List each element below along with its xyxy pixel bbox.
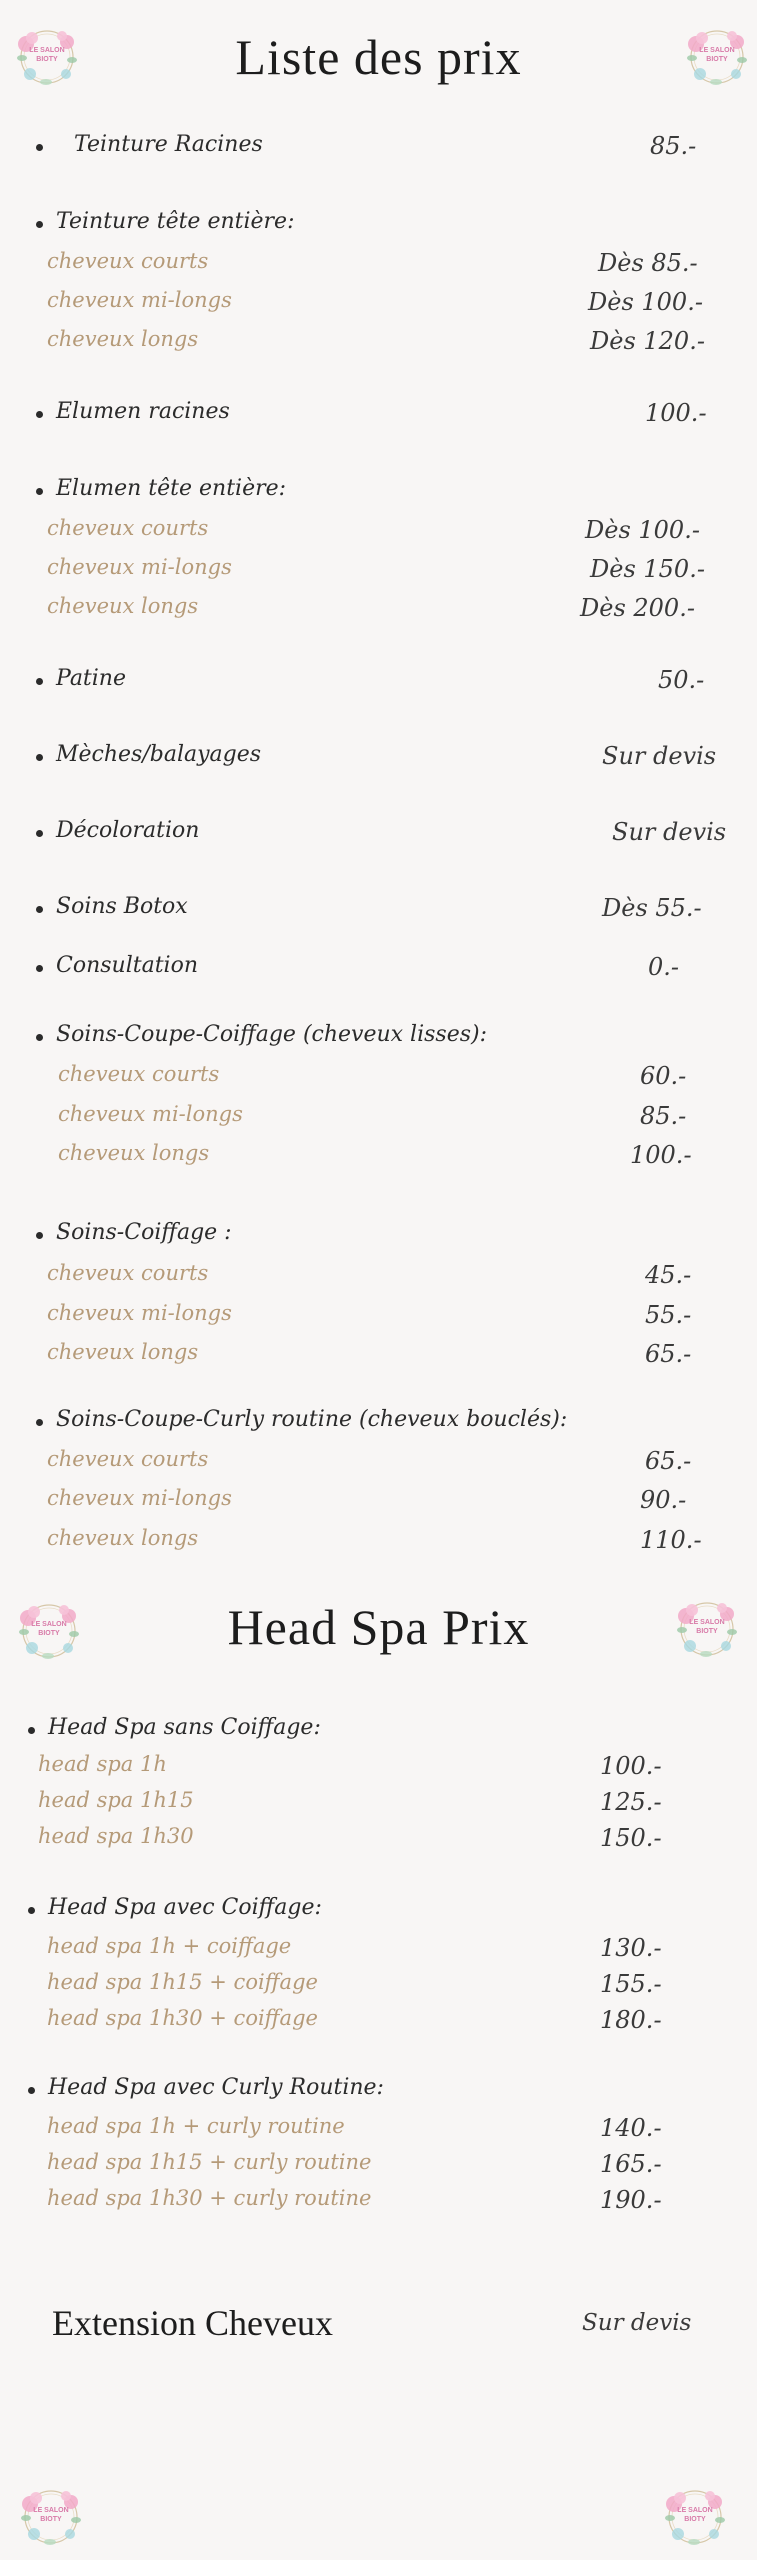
- spa-section-title: Head Spa Prix: [227, 1599, 530, 1655]
- spa-item-row: [0, 1713, 757, 1747]
- bullet-point: [28, 1907, 35, 1914]
- spa-sub-row: [0, 1822, 757, 1856]
- sub-item-label: cheveux mi-longs: [58, 1102, 243, 1126]
- item-price: 140.-: [600, 2114, 662, 2142]
- bullet-point: [36, 1419, 43, 1426]
- sub-item-label: cheveux courts: [47, 516, 209, 540]
- main-sub-row: [0, 1524, 757, 1558]
- main-sub-row: [0, 1259, 757, 1293]
- item-price: Sur devis: [602, 742, 717, 770]
- item-label: Head Spa avec Curly Routine:: [48, 2075, 384, 2100]
- item-price: Dès 100.-: [585, 516, 700, 544]
- logo-text-line2: BIOTY: [36, 56, 58, 63]
- spa-sub-row: [0, 2148, 757, 2182]
- salon-logo-bottom-right: [660, 2484, 730, 2550]
- logo-text-line1: LE SALON: [699, 47, 735, 54]
- logo-text-line2: BIOTY: [706, 56, 728, 63]
- sub-item-label: head spa 1h15: [38, 1788, 194, 1812]
- main-item-row: [0, 740, 757, 774]
- main-item-row: [0, 397, 757, 431]
- bullet-point: [28, 1727, 35, 1734]
- logo-text-line2: BIOTY: [40, 2516, 62, 2523]
- main-sub-row: [0, 1139, 757, 1173]
- sub-item-label: cheveux courts: [58, 1062, 220, 1086]
- spa-sub-row: [0, 2112, 757, 2146]
- main-sub-row: [0, 1484, 757, 1518]
- item-label: Soins-Coupe-Curly routine (cheveux bouclés):: [56, 1407, 568, 1432]
- bullet-point: [36, 221, 43, 228]
- sub-item-label: cheveux longs: [47, 1340, 199, 1364]
- sub-item-label: head spa 1h + curly routine: [47, 2114, 345, 2138]
- bullet-point: [36, 830, 43, 837]
- item-label: Soins-Coiffage :: [56, 1220, 232, 1245]
- item-price: 45.-: [645, 1261, 692, 1289]
- sub-item-label: cheveux longs: [47, 594, 199, 618]
- item-label: Soins-Coupe-Coiffage (cheveux lisses):: [56, 1022, 488, 1047]
- sub-item-label: head spa 1h30 + curly routine: [47, 2186, 372, 2210]
- item-price: 110.-: [640, 1526, 702, 1554]
- sub-item-label: cheveux mi-longs: [47, 1301, 232, 1325]
- item-label: Head Spa sans Coiffage:: [48, 1715, 321, 1740]
- sub-item-label: cheveux mi-longs: [47, 288, 232, 312]
- item-price: 125.-: [600, 1788, 662, 1816]
- item-label: Elumen racines: [56, 399, 230, 424]
- item-price: Sur devis: [612, 818, 727, 846]
- bullet-point: [36, 965, 43, 972]
- item-price: 190.-: [600, 2186, 662, 2214]
- item-price: 65.-: [645, 1340, 692, 1368]
- item-price: 0.-: [648, 953, 680, 981]
- main-sub-row: [0, 592, 757, 626]
- item-price: 90.-: [640, 1486, 687, 1514]
- spa-sub-row: [0, 1750, 757, 1784]
- item-price: 65.-: [645, 1447, 692, 1475]
- item-price: 130.-: [600, 1934, 662, 1962]
- main-sub-row: [0, 325, 757, 359]
- item-price: 180.-: [600, 2006, 662, 2034]
- sub-item-label: head spa 1h: [38, 1752, 167, 1776]
- bullet-point: [36, 678, 43, 685]
- logo-text-line2: BIOTY: [696, 1628, 718, 1635]
- extension-label: Extension Cheveux: [52, 2303, 333, 2343]
- spa-sub-row: [0, 1968, 757, 2002]
- main-sub-row: [0, 553, 757, 587]
- main-item-row: [0, 664, 757, 698]
- logo-text: [660, 2506, 730, 2524]
- main-sub-row: [0, 1445, 757, 1479]
- main-item-row: [0, 1405, 757, 1439]
- sub-item-label: cheveux courts: [47, 1447, 209, 1471]
- bullet-point: [36, 754, 43, 761]
- bullet-point: [28, 2087, 35, 2094]
- logo-text-line1: LE SALON: [29, 47, 65, 54]
- item-label: Elumen tête entière:: [56, 476, 287, 501]
- bullet-point: [36, 144, 43, 151]
- sub-item-label: head spa 1h + coiffage: [47, 1934, 292, 1958]
- item-price: 50.-: [658, 666, 705, 694]
- item-price: Dès 55.-: [602, 894, 702, 922]
- bullet-point: [36, 411, 43, 418]
- salon-logo-bottom-left: [16, 2484, 86, 2550]
- main-sub-row: [0, 1100, 757, 1134]
- main-item-row: [0, 951, 757, 985]
- spa-item-row: [0, 1893, 757, 1927]
- main-sub-row: [0, 1299, 757, 1333]
- item-price: 85.-: [650, 132, 697, 160]
- item-price: Dès 200.-: [580, 594, 695, 622]
- bullet-point: [36, 906, 43, 913]
- main-item-row: [0, 892, 757, 926]
- sub-item-label: cheveux mi-longs: [47, 555, 232, 579]
- logo-text-line2: BIOTY: [684, 2516, 706, 2523]
- item-price: Dès 85.-: [598, 249, 698, 277]
- item-label: Consultation: [56, 953, 198, 978]
- sub-item-label: head spa 1h30: [38, 1824, 194, 1848]
- item-price: 100.-: [645, 399, 707, 427]
- sub-item-label: cheveux courts: [47, 249, 209, 273]
- logo-text-line1: LE SALON: [33, 2507, 69, 2514]
- item-label: Teinture tête entière:: [56, 209, 295, 234]
- item-price: 55.-: [645, 1301, 692, 1329]
- main-item-row: [0, 1020, 757, 1054]
- main-sub-row: [0, 1060, 757, 1094]
- logo-text-line1: LE SALON: [677, 2507, 713, 2514]
- item-price: Dès 150.-: [590, 555, 705, 583]
- main-item-row: [0, 130, 757, 164]
- item-label: Soins Botox: [56, 894, 188, 919]
- item-price: 85.-: [640, 1102, 687, 1130]
- item-price: 155.-: [600, 1970, 662, 1998]
- item-label: Teinture Racines: [74, 132, 263, 157]
- item-price: 100.-: [600, 1752, 662, 1780]
- spa-sub-row: [0, 2004, 757, 2038]
- bullet-point: [36, 1232, 43, 1239]
- item-price: Dès 100.-: [588, 288, 703, 316]
- main-item-row: [0, 816, 757, 850]
- sub-item-label: cheveux longs: [58, 1141, 210, 1165]
- main-sub-row: [0, 514, 757, 548]
- extension-price: Sur devis: [582, 2310, 692, 2336]
- main-sub-row: [0, 286, 757, 320]
- sub-item-label: head spa 1h30 + coiffage: [47, 2006, 318, 2030]
- item-price: 150.-: [600, 1824, 662, 1852]
- sub-item-label: cheveux courts: [47, 1261, 209, 1285]
- spa-item-row: [0, 2073, 757, 2107]
- spa-sub-row: [0, 1932, 757, 1966]
- main-item-row: [0, 1218, 757, 1252]
- item-price: Dès 120.-: [590, 327, 705, 355]
- sub-item-label: cheveux mi-longs: [47, 1486, 232, 1510]
- item-label: Head Spa avec Coiffage:: [48, 1895, 322, 1920]
- main-sub-row: [0, 247, 757, 281]
- logo-text-line2: BIOTY: [38, 1630, 60, 1637]
- main-item-row: [0, 474, 757, 508]
- logo-text-line1: LE SALON: [31, 1621, 67, 1628]
- item-label: Patine: [56, 666, 126, 691]
- logo-text: [16, 2506, 86, 2524]
- sub-item-label: cheveux longs: [47, 327, 199, 351]
- item-label: Mèches/balayages: [56, 742, 262, 767]
- sub-item-label: head spa 1h15 + curly routine: [47, 2150, 372, 2174]
- spa-sub-row: [0, 2184, 757, 2218]
- main-sub-row: [0, 1338, 757, 1372]
- item-price: 60.-: [640, 1062, 687, 1090]
- logo-text-line1: LE SALON: [689, 1619, 725, 1626]
- sub-item-label: cheveux longs: [47, 1526, 199, 1550]
- bullet-point: [36, 488, 43, 495]
- item-price: 165.-: [600, 2150, 662, 2178]
- main-item-row: [0, 207, 757, 241]
- spa-sub-row: [0, 1786, 757, 1820]
- bullet-point: [36, 1034, 43, 1041]
- sub-item-label: head spa 1h15 + coiffage: [47, 1970, 318, 1994]
- page-title: Liste des prix: [235, 29, 522, 85]
- item-price: 100.-: [630, 1141, 692, 1169]
- item-label: Décoloration: [56, 818, 200, 843]
